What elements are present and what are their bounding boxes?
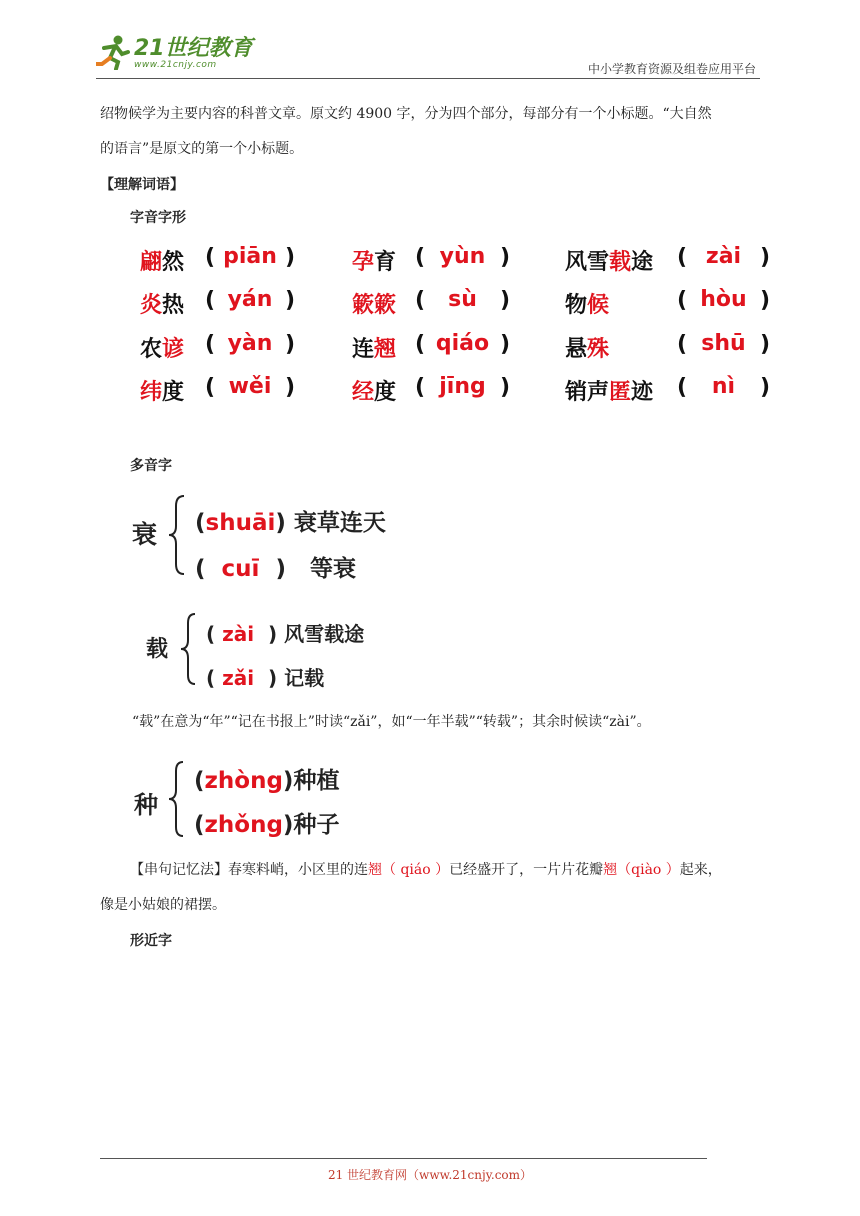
- vocab-target-char: 纬: [140, 380, 163, 405]
- vocab-word: 纬度: [140, 380, 185, 405]
- pinyin-text: zhǒng: [204, 812, 283, 838]
- paren-open: (: [205, 288, 216, 313]
- polyphone-reading: ( cuī ) 等衰: [195, 556, 356, 582]
- vocab-item: [352, 288, 396, 319]
- memory-text: 起来，: [679, 862, 722, 878]
- example-word: 衰草连天: [293, 510, 386, 536]
- paren-close: ): [285, 245, 296, 270]
- pinyin-text: shuāi: [205, 510, 276, 536]
- paren-open: (: [415, 375, 426, 400]
- vocab-pinyin: piān: [223, 244, 277, 269]
- intro-paragraph: [100, 97, 762, 167]
- memory-text: 春寒料峭，小区里的连: [228, 862, 368, 878]
- paren-open: (: [415, 288, 426, 313]
- curly-brace-icon: [178, 612, 198, 686]
- vocab-target-char: 翘: [374, 337, 397, 362]
- paren-close: ): [500, 375, 511, 400]
- pinyin-text: zài: [222, 622, 255, 646]
- vocab-target-char: 经: [352, 380, 375, 405]
- polyphone-char: 衰: [132, 520, 158, 549]
- pinyin-text: zhòng: [204, 768, 283, 794]
- note-zai: “载”在意为“年”“记在书报上”时读“zǎi”，如“一年半载”“转载”；其余时候读“zài”。: [132, 714, 651, 730]
- vocab-pinyin: yùn: [439, 244, 486, 269]
- memory-label: 【串句记忆法】: [130, 862, 228, 878]
- vocab-item: [352, 332, 396, 363]
- footer-text[interactable]: 21 世纪教育网（www.21cnjy.com）: [327, 1168, 533, 1182]
- vocab-item: [352, 245, 396, 276]
- vocab-target-char: 孕: [352, 250, 375, 275]
- example-word: 风雪载途: [284, 622, 365, 646]
- vocab-word: 翩然: [140, 250, 185, 275]
- vocab-pinyin: zài: [705, 244, 742, 269]
- polyphone-reading: (shuāi) 衰草连天: [195, 510, 386, 536]
- paren-close: ): [285, 375, 296, 400]
- vocab-word: 农谚: [140, 337, 185, 362]
- vocab-item: [140, 375, 184, 406]
- vocab-word: 炎热: [140, 293, 185, 318]
- vocab-target-char: 匿: [609, 380, 632, 405]
- memory-line-1: [100, 853, 764, 888]
- paren-open: (: [415, 332, 426, 357]
- page-header: [96, 30, 760, 80]
- paren-open: (: [677, 375, 688, 400]
- vocab-target-char: 炎: [140, 293, 163, 318]
- memory-red-text: 翘（qiào ）: [603, 862, 680, 878]
- paren-open: (: [205, 245, 216, 270]
- vocab-target-char: 谚: [162, 337, 185, 362]
- polyphone-reading: (zhòng)种植: [194, 768, 340, 794]
- polyphone-reading: (zhǒng)种子: [194, 812, 340, 838]
- vocab-item: [140, 288, 184, 319]
- paren-open: (: [677, 332, 688, 357]
- vocab-pinyin: hòu: [700, 287, 747, 312]
- subheading-pronunciation: 字音字形: [130, 210, 186, 226]
- header-platform-text: 中小学教育资源及组卷应用平台: [587, 62, 756, 76]
- paren-close: ): [500, 288, 511, 313]
- polyphone-char: 载: [146, 637, 169, 662]
- paren-close: ): [760, 288, 771, 313]
- vocab-target-char: 簌簌: [352, 293, 397, 318]
- paren-open: (: [205, 375, 216, 400]
- paren-close: ): [760, 375, 771, 400]
- vocab-word: 销声匿迹: [565, 380, 654, 405]
- curly-brace-icon: [166, 760, 186, 838]
- example-word: 种植: [293, 768, 340, 794]
- intro-line-2: 的语言”是原文的第一个小标题。: [100, 141, 304, 157]
- pinyin-text: cuī: [221, 556, 260, 582]
- vocab-word: 经度: [352, 380, 397, 405]
- example-word: 记载: [284, 666, 325, 690]
- pinyin-text: zǎi: [222, 666, 255, 690]
- paren-open: (: [677, 288, 688, 313]
- vocab-item: [565, 375, 653, 406]
- vocab-pinyin: shū: [701, 331, 746, 356]
- vocab-item: [565, 332, 609, 363]
- vocab-target-char: 殊: [587, 337, 610, 362]
- paren-close: ): [285, 288, 296, 313]
- polyphone-reading: ( zài ) 风雪载途: [206, 622, 365, 646]
- memory-red-text: 翘（ qiáo ）: [368, 862, 450, 878]
- subheading-polyphones: 多音字: [130, 458, 172, 474]
- paren-close: ): [500, 332, 511, 357]
- vocab-word: [352, 293, 396, 318]
- paren-open: (: [205, 332, 216, 357]
- paren-close: ): [285, 332, 296, 357]
- vocab-pinyin: yàn: [227, 331, 273, 356]
- vocab-pinyin: nì: [711, 374, 736, 399]
- polyphone-char: 种: [134, 791, 158, 819]
- vocab-word: 悬殊: [565, 337, 610, 362]
- subheading-similar-chars: 形近字: [130, 933, 172, 949]
- memory-paragraph: [100, 853, 764, 923]
- vocab-target-char: 载: [609, 250, 632, 275]
- runner-logo-icon: [96, 34, 130, 70]
- vocab-pinyin: sù: [448, 287, 477, 312]
- vocab-target-char: 翩: [140, 250, 163, 275]
- vocab-item: [352, 375, 396, 406]
- logo-main-text: 21世纪教育: [134, 36, 253, 61]
- vocab-item: [565, 288, 609, 319]
- polyphone-reading: ( zǎi ) 记载: [206, 666, 325, 690]
- example-word: 等衰: [310, 556, 356, 582]
- vocab-item: [140, 332, 184, 363]
- paren-open: (: [677, 245, 688, 270]
- paren-close: ): [760, 332, 771, 357]
- footer-divider: [100, 1158, 707, 1159]
- vocab-word: 连翘: [352, 337, 397, 362]
- memory-line-2: 像是小姑娘的裙摆。: [100, 897, 226, 913]
- vocab-pinyin: qiáo: [435, 331, 490, 356]
- intro-line-1: 绍物候学为主要内容的科普文章。原文约 4900 字，分为四个部分，每部分有一个小标题。“大自然: [100, 106, 712, 122]
- paren-open: (: [415, 245, 426, 270]
- vocab-item: [140, 245, 184, 276]
- vocab-pinyin: jīng: [439, 374, 486, 399]
- vocab-word: 风雪载途: [565, 250, 654, 275]
- vocab-pinyin: yán: [227, 287, 273, 312]
- paren-close: ): [500, 245, 511, 270]
- paren-close: ): [760, 245, 771, 270]
- vocab-pinyin: wěi: [228, 374, 272, 399]
- memory-text: 已经盛开了，一片片花瓣: [449, 862, 604, 878]
- example-word: 种子: [293, 812, 340, 838]
- vocab-item: [565, 245, 653, 276]
- curly-brace-icon: [166, 494, 188, 576]
- site-logo[interactable]: [96, 34, 253, 70]
- vocab-word: 物候: [565, 293, 610, 318]
- vocab-target-char: 候: [587, 293, 610, 318]
- vocab-word: 孕育: [352, 250, 397, 275]
- section-title: 【理解词语】: [100, 177, 184, 193]
- header-divider: [96, 78, 760, 79]
- logo-sub-text: www.21cnjy.com: [134, 60, 217, 70]
